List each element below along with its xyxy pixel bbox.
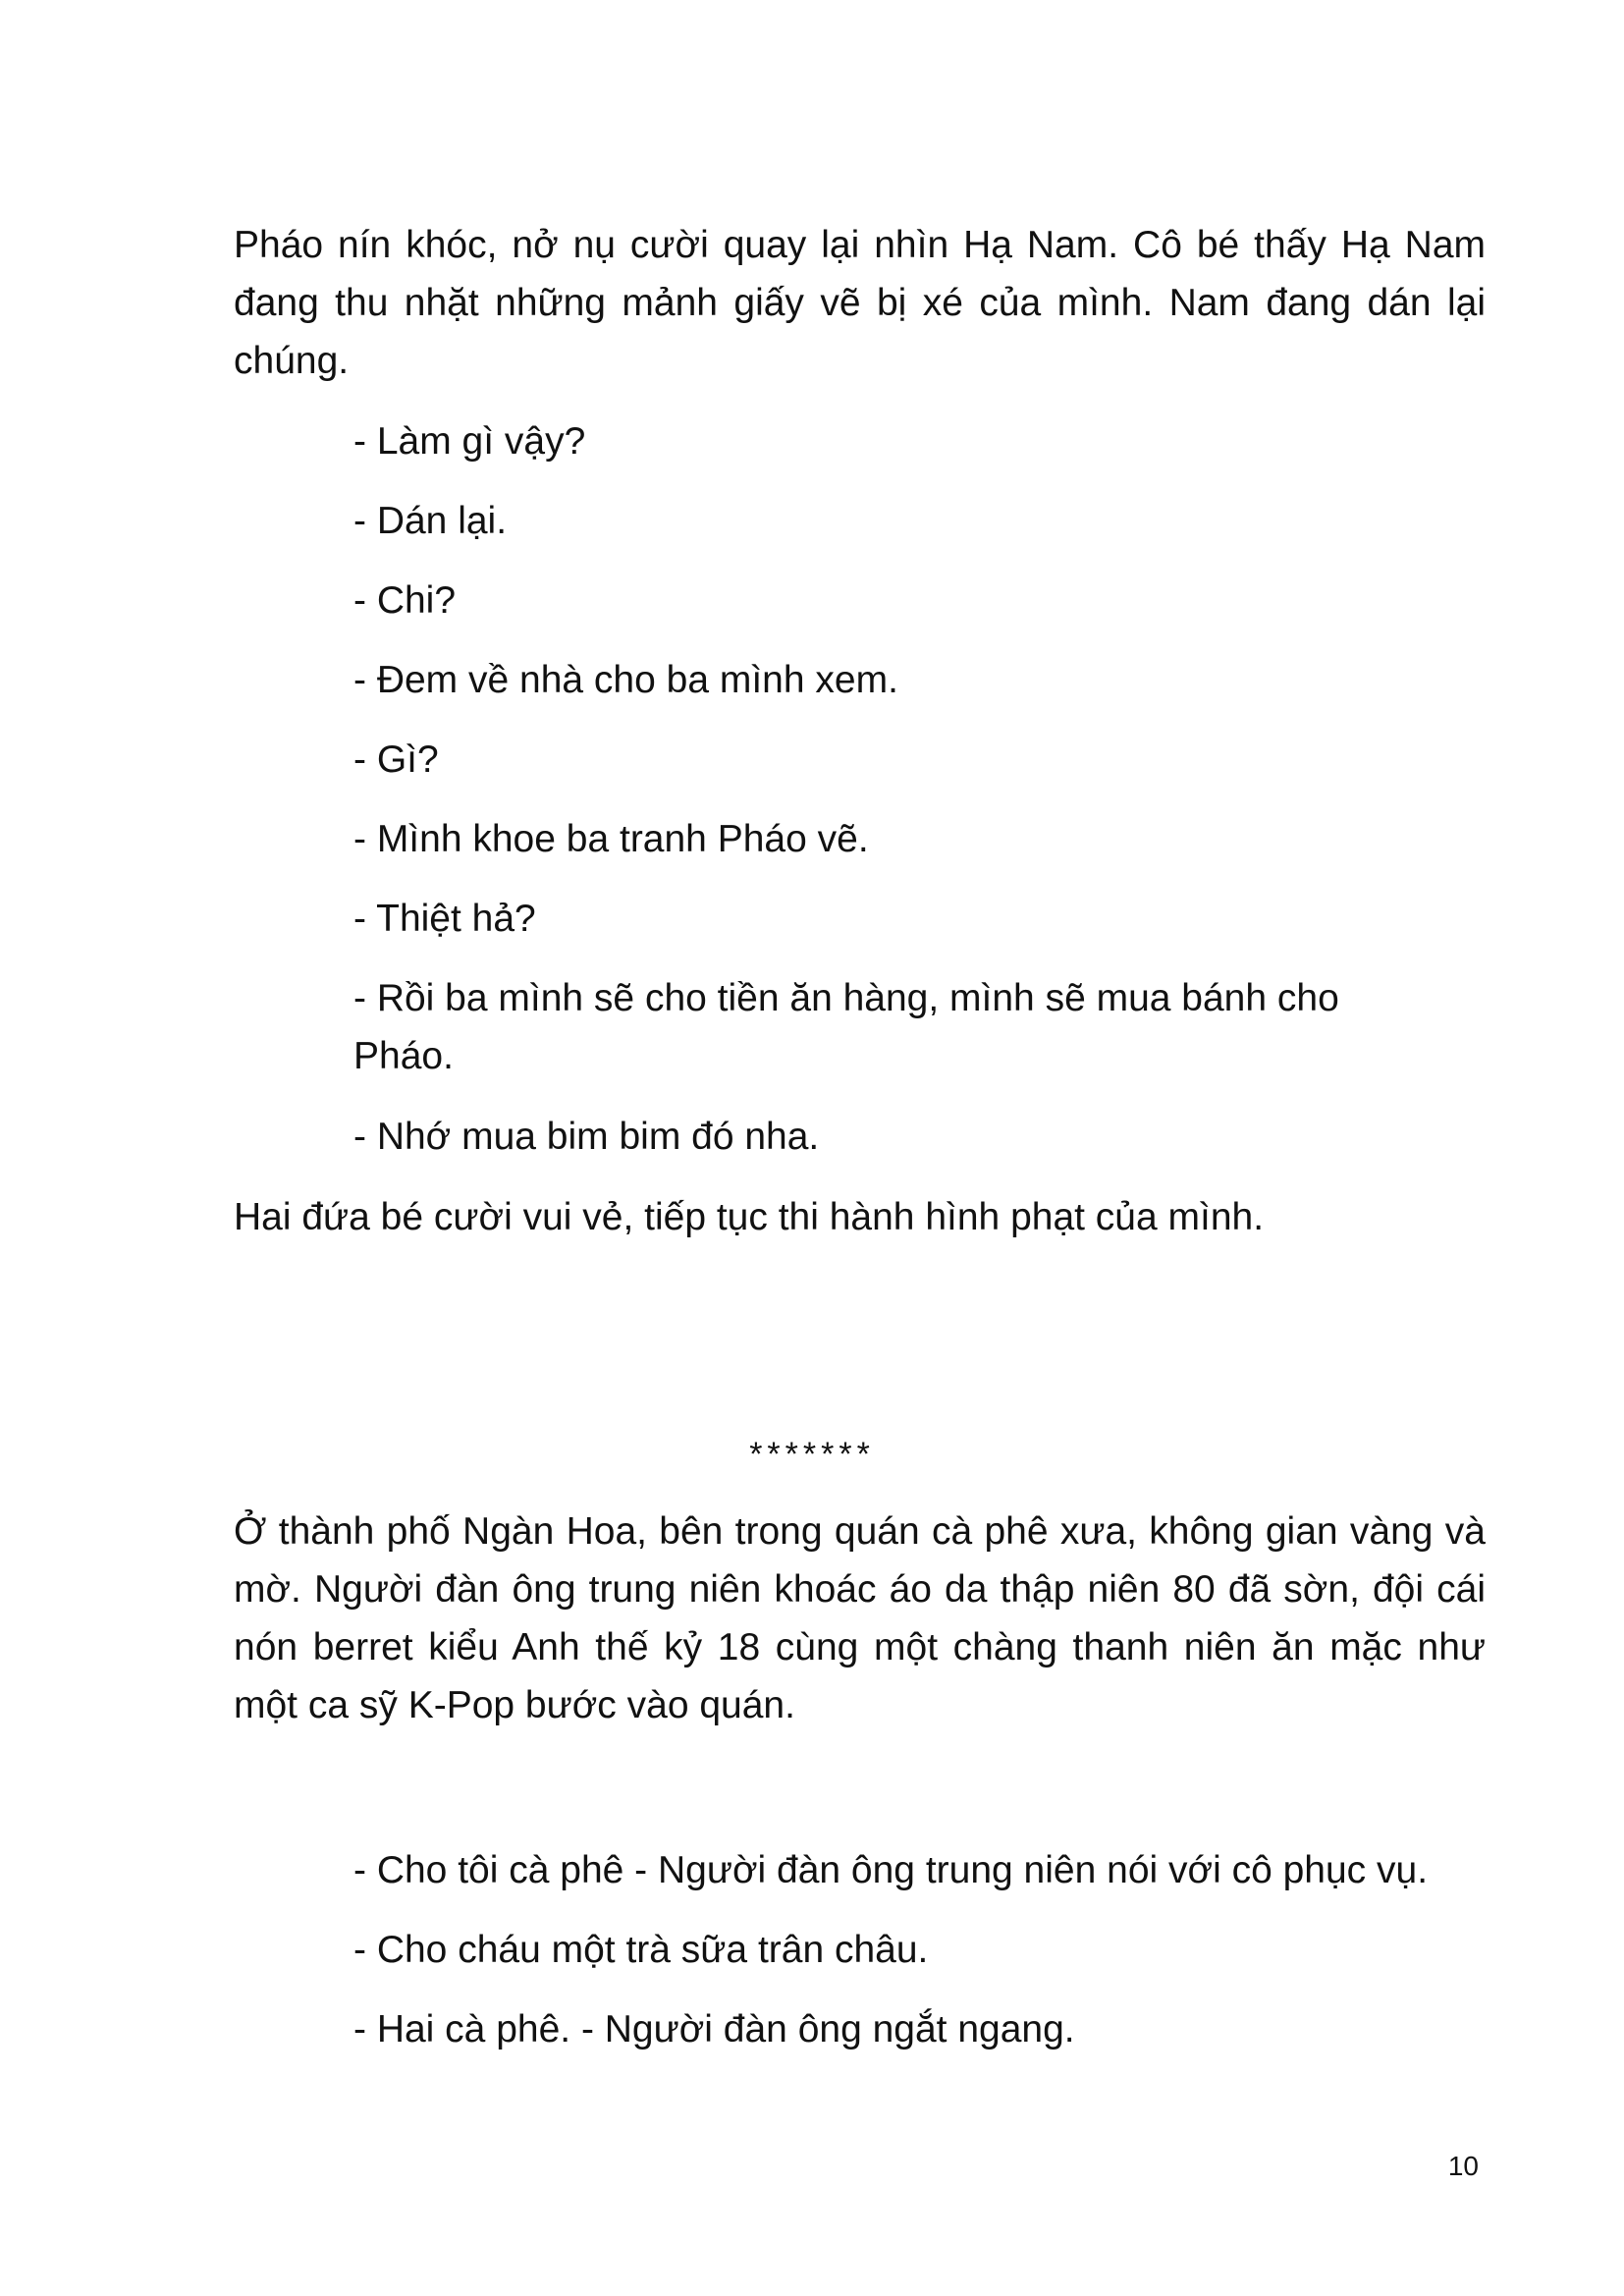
paragraph-cafe-scene: Ở thành phố Ngàn Hoa, bên trong quán cà phê xưa, không gian vàng và mờ. Người đàn ông trung niên khoác áo da thập niên 80 đã sờn, đội cái nón berret kiểu Anh thế kỷ 18 cùng một chàng thanh niên ăn mặc như một ca sỹ K-Pop bước vào quán.: [234, 1510, 1486, 1726]
dialog-line: - Cho cháu một trà sữa trân châu.: [353, 1929, 929, 1971]
dialog-line: - Mình khoe ba tranh Pháo vẽ.: [353, 818, 869, 860]
dialog-line: - Cho tôi cà phê - Người đàn ông trung niên nói với cô phục vụ.: [353, 1849, 1429, 1891]
paragraph-conclusion: Hai đứa bé cười vui vẻ, tiếp tục thi hành hình phạt của mình.: [234, 1196, 1265, 1238]
dialog-line: - Thiệt hả?: [353, 898, 536, 940]
dialog-line: - Chi?: [353, 579, 457, 622]
paragraph-intro: Pháo nín khóc, nở nụ cười quay lại nhìn Hạ Nam. Cô bé thấy Hạ Nam đang thu nhặt những mảnh giấy vẽ bị xé của mình. Nam đang dán lại chúng.: [234, 224, 1486, 382]
dialog-line: - Rồi ba mình sẽ cho tiền ăn hàng, mình sẽ mua bánh cho Pháo.: [353, 977, 1339, 1077]
page-number: 10: [1447, 2151, 1479, 2181]
dialog-line: - Dán lại.: [353, 500, 508, 542]
dialog-line: - Làm gì vậy?: [353, 420, 586, 463]
dialog-line: - Gì?: [353, 738, 439, 781]
dialog-line: - Hai cà phê. - Người đàn ông ngắt ngang.: [353, 2008, 1075, 2050]
dialog-line: - Đem về nhà cho ba mình xem.: [353, 659, 898, 701]
dialog-line: - Nhớ mua bim bim đó nha.: [353, 1116, 820, 1158]
scene-separator: *******: [749, 1436, 875, 1473]
